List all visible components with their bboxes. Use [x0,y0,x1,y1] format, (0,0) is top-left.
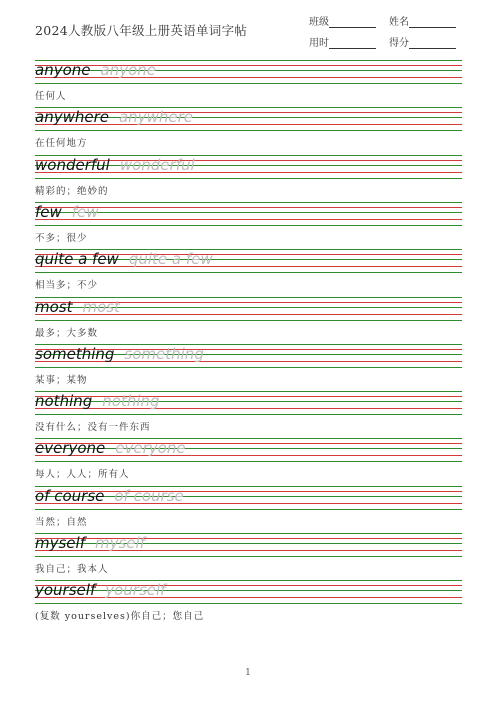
word-text: something [35,344,115,363]
guide-line-green [35,603,462,604]
guide-line-red [35,219,462,220]
score-field [389,34,456,49]
vocab-entry [35,438,462,485]
word-row [35,438,186,458]
guide-line-green [35,320,462,321]
word-row [35,202,99,222]
word-meaning: (复数 yourselves)你自己；您自己 [35,611,205,623]
worksheet-title: 2024人教版八年级上册英语单词字帖 [35,23,248,38]
class-label: 班级 [309,17,329,28]
vocab-entry [35,107,462,154]
guide-line-green [35,414,462,415]
word-meaning: 任何人 [35,91,67,102]
word-row [35,107,193,127]
word-trace-text[interactable]: few [71,202,99,221]
word-meaning: 某事；某物 [35,374,88,386]
name-blank[interactable] [409,17,456,28]
guide-line-green [35,509,462,510]
guide-line-green [35,83,462,84]
vocab-entry [35,202,462,249]
score-blank[interactable] [409,38,456,49]
word-row [35,155,195,175]
word-trace-text[interactable]: of course [114,486,184,505]
word-trace-text[interactable]: something [124,344,204,363]
guide-line-green [35,212,462,213]
word-text: few [35,202,62,221]
word-trace-text[interactable]: myself [94,534,145,552]
word-text: nothing [35,392,93,411]
class-field [309,13,376,28]
word-meaning: 我自己；我本人 [35,564,109,575]
word-text: of course [35,486,105,505]
word-text: most [35,297,73,316]
word-trace-text[interactable]: nothing [102,392,160,411]
vocab-entry [35,486,462,533]
word-trace-text[interactable]: anyone [100,61,156,79]
word-meaning: 不多；很少 [35,232,88,244]
word-trace-text[interactable]: most [82,297,120,316]
guide-line-green [35,202,462,203]
word-text: everyone [35,439,106,458]
guide-line-green [35,178,462,179]
word-text: anywhere [35,108,109,127]
word-meaning: 最多；大多数 [35,327,99,339]
guide-line-green [35,130,462,131]
guide-line-green [35,367,462,368]
word-trace-text[interactable]: yourself [105,581,166,600]
score-label: 得分 [389,38,409,49]
guide-line-green [35,272,462,273]
guide-line-green [35,225,462,226]
vocab-entry [35,249,462,296]
word-row [35,249,213,269]
vocab-entry [35,60,462,107]
word-meaning: 每人；人人；所有人 [35,469,130,481]
time-field [309,34,376,49]
word-row [35,60,156,80]
guide-line-green [35,556,462,557]
vocab-entry [35,391,462,438]
word-text: wonderful [35,155,110,174]
word-trace-text[interactable]: anywhere [118,108,193,127]
name-label: 姓名 [389,17,409,28]
page-number: 1 [245,668,251,678]
word-meaning: 没有什么；没有一件东西 [35,422,151,434]
guide-line-green [35,461,462,462]
word-meaning: 相当多；不少 [35,280,99,292]
word-meaning: 在任何地方 [35,138,88,150]
word-meaning: 精彩的；绝妙的 [35,185,109,197]
class-blank[interactable] [329,17,376,28]
vocab-entry [35,155,462,202]
word-text: myself [35,534,85,552]
word-meaning: 当然；自然 [35,516,88,528]
word-row [35,391,160,411]
word-text: anyone [35,61,91,79]
word-trace-text[interactable]: quite a few [128,250,213,269]
word-row [35,580,165,600]
word-trace-text[interactable]: wonderful [119,155,195,174]
vocab-entry [35,533,462,580]
word-row [35,533,145,553]
vocab-entry [35,580,462,627]
time-label: 用时 [309,38,329,49]
time-blank[interactable] [329,38,376,49]
vocab-entry [35,344,462,391]
word-row [35,486,184,506]
name-field [389,13,456,28]
word-row [35,344,204,364]
word-trace-text[interactable]: everyone [115,439,186,458]
word-text: yourself [35,581,96,600]
word-row [35,297,120,317]
word-text: quite a few [35,250,119,269]
vocab-entry [35,297,462,344]
guide-line-red [35,207,462,208]
